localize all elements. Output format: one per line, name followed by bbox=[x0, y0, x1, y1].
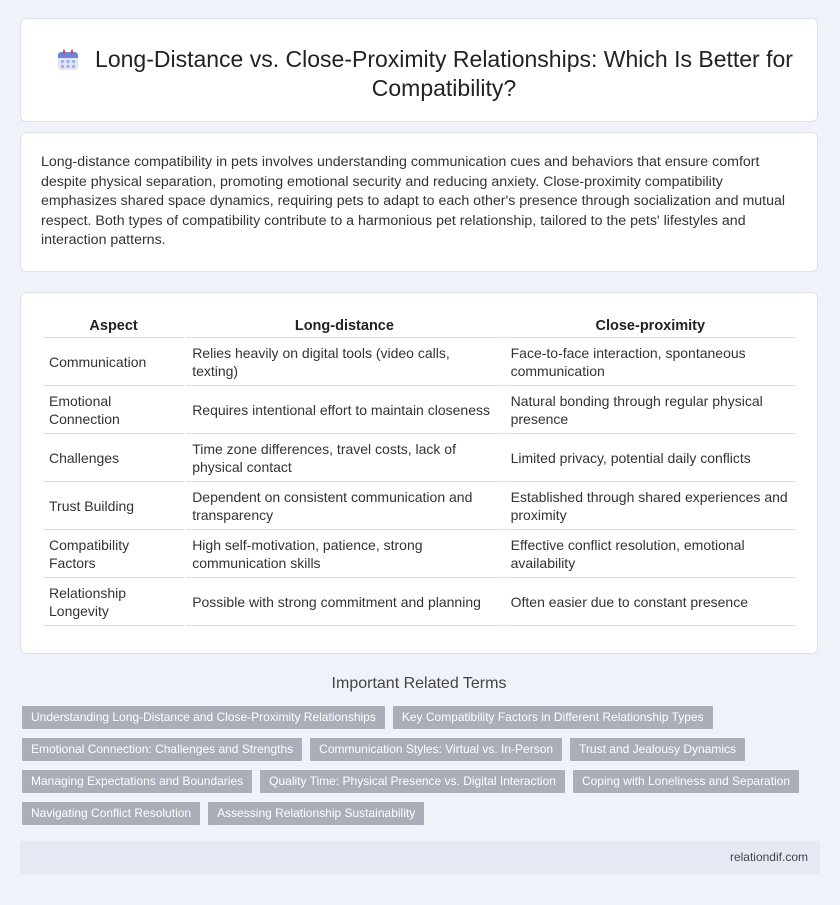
table-row bbox=[43, 482, 796, 530]
table-cell-close-proximity: Often easier due to constant presence bbox=[505, 578, 796, 626]
related-term-tag[interactable]: Emotional Connection: Challenges and Strengths bbox=[22, 738, 302, 761]
related-terms-list bbox=[22, 706, 802, 825]
related-term-tag[interactable]: Assessing Relationship Sustainability bbox=[208, 802, 424, 825]
table-cell-close-proximity: Natural bonding through regular physical presence bbox=[505, 386, 796, 434]
column-header-close-proximity: Close-proximity bbox=[505, 315, 796, 338]
table-cell-long-distance: Time zone differences, travel costs, lack of physical contact bbox=[186, 434, 502, 482]
table-cell-aspect: Compatibility Factors bbox=[43, 530, 184, 578]
table-row bbox=[43, 530, 796, 578]
column-header-aspect: Aspect bbox=[43, 315, 184, 338]
related-term-tag[interactable]: Key Compatibility Factors in Different Relationship Types bbox=[393, 706, 713, 729]
table-cell-long-distance: Dependent on consistent communication and transparency bbox=[186, 482, 502, 530]
comparison-table-card bbox=[20, 292, 818, 654]
footer-site-link[interactable]: relationdif.com bbox=[729, 850, 808, 864]
table-cell-long-distance: Requires intentional effort to maintain closeness bbox=[186, 386, 502, 434]
table-row bbox=[43, 338, 796, 386]
table-cell-aspect: Emotional Connection bbox=[43, 386, 184, 434]
table-cell-long-distance: Possible with strong commitment and planning bbox=[186, 578, 502, 626]
table-row bbox=[43, 386, 796, 434]
table-cell-aspect: Trust Building bbox=[43, 482, 184, 530]
related-term-tag[interactable]: Quality Time: Physical Presence vs. Digital Interaction bbox=[260, 770, 565, 793]
table-cell-close-proximity: Established through shared experiences and proximity bbox=[505, 482, 796, 530]
related-term-tag[interactable]: Managing Expectations and Boundaries bbox=[22, 770, 252, 793]
calendar-icon bbox=[57, 49, 79, 71]
table-row bbox=[43, 578, 796, 626]
related-term-tag[interactable]: Understanding Long-Distance and Close-Proximity Relationships bbox=[22, 706, 385, 729]
table-cell-aspect: Communication bbox=[43, 338, 184, 386]
footer bbox=[20, 841, 820, 874]
column-header-long-distance: Long-distance bbox=[186, 315, 502, 338]
table-cell-close-proximity: Effective conflict resolution, emotional availability bbox=[505, 530, 796, 578]
table-row bbox=[43, 434, 796, 482]
page-title: Long-Distance vs. Close-Proximity Relationships: Which Is Better for Compatibility? bbox=[95, 46, 793, 101]
related-terms-heading: Important Related Terms bbox=[331, 675, 507, 692]
table-cell-aspect: Relationship Longevity bbox=[43, 578, 184, 626]
header-card bbox=[20, 18, 818, 122]
related-term-tag[interactable]: Navigating Conflict Resolution bbox=[22, 802, 200, 825]
table-cell-long-distance: Relies heavily on digital tools (video calls, texting) bbox=[186, 338, 502, 386]
table-cell-long-distance: High self-motivation, patience, strong communication skills bbox=[186, 530, 502, 578]
related-term-tag[interactable]: Trust and Jealousy Dynamics bbox=[570, 738, 745, 761]
intro-card bbox=[20, 132, 818, 272]
table-header-row bbox=[43, 315, 796, 338]
related-term-tag[interactable]: Communication Styles: Virtual vs. In-Person bbox=[310, 738, 562, 761]
table-cell-close-proximity: Face-to-face interaction, spontaneous communication bbox=[505, 338, 796, 386]
comparison-table bbox=[41, 315, 798, 626]
table-cell-close-proximity: Limited privacy, potential daily conflicts bbox=[505, 434, 796, 482]
table-cell-aspect: Challenges bbox=[43, 434, 184, 482]
related-term-tag[interactable]: Coping with Loneliness and Separation bbox=[573, 770, 799, 793]
intro-paragraph: Long-distance compatibility in pets involves understanding communication cues and behaviors that ensure comfort despite physical separation, promoting emotional security and reducing anxiety. Close-proximity compatibility emphasizes shared space dynamics, requiring pets to adapt to each other's presence through socialization and mutual respect. Both types of compatibility contribute to a harmonious pet relationship, tailored to the pets' lifestyles and interaction patterns. bbox=[41, 154, 786, 248]
